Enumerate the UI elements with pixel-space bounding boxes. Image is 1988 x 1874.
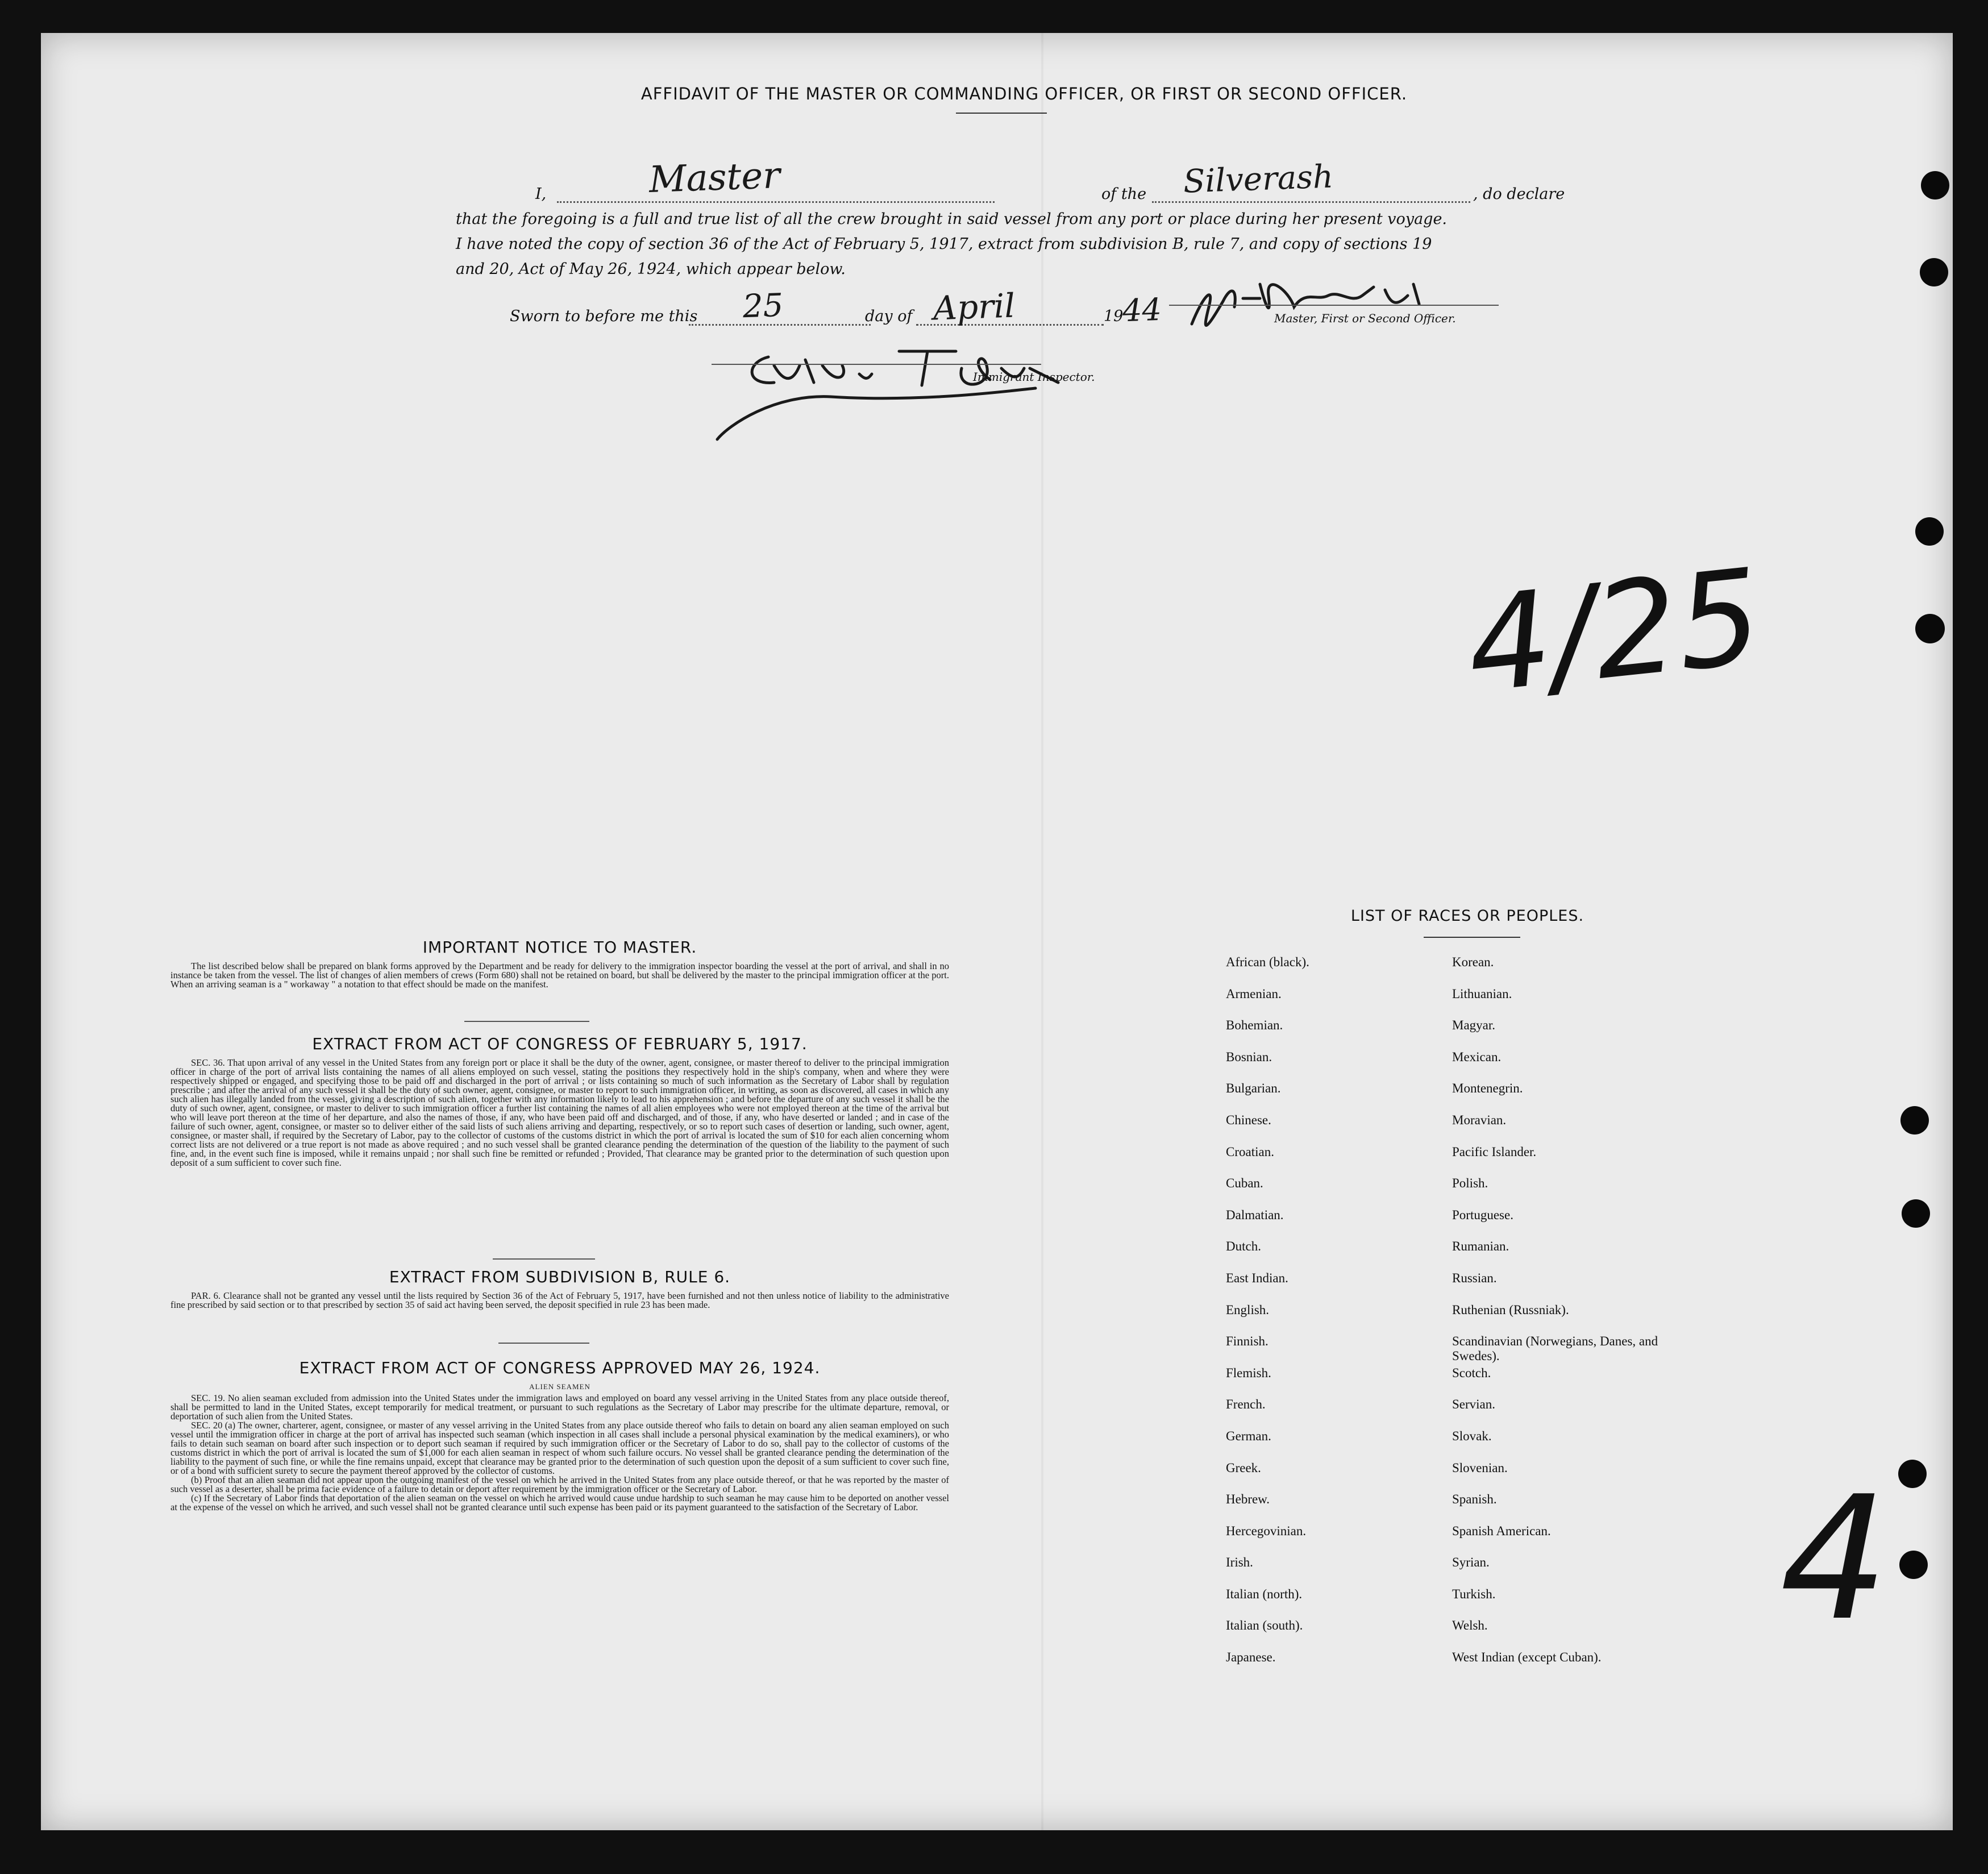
race-item: Slovak. [1452,1428,1492,1443]
extract3-paragraph-3: (b) Proof that an alien seaman did not appear upon the outgoing manifest of the vessel on which he arrived in the United States from any place outside thereof, or that he was reported by the master of such vessel as a deserter, shall be prima facie evidence of a failure to detain or deport after requirement by the immigration officer or the Secretary of Labor. [170,1474,949,1494]
race-item: Spanish. [1452,1492,1497,1507]
race-item: Scotch. [1452,1365,1491,1380]
date-annotation: 4/25 [1460,541,1769,723]
punch-hole [1902,1199,1930,1228]
race-item: Russian. [1452,1270,1497,1285]
race-item: East Indian. [1226,1270,1288,1285]
separator [464,1021,589,1022]
race-item: Rumanian. [1452,1239,1509,1254]
race-item: Montenegrin. [1452,1081,1523,1096]
master-signature-line [1169,305,1499,306]
master-signature-label: Master, First or Second Officer. [1274,311,1456,325]
races-heading-underline [1424,937,1520,938]
decl-do-declare: , do declare [1473,185,1565,203]
decl-of-the: of the [1101,185,1147,203]
document-page [41,33,1953,1830]
race-item: Polish. [1452,1176,1488,1191]
race-item: French. [1226,1397,1266,1412]
race-item: Dalmatian. [1226,1207,1284,1222]
race-item: Italian (north). [1226,1586,1303,1601]
inspector-signature-line [712,364,1041,365]
race-item: Ruthenian (Russniak). [1452,1302,1569,1317]
notice-paragraph: The list described below shall be prepared on blank forms approved by the Department and be ready for delivery to the immigration inspector boarding the vessel at the port of arrival, and shall in no instance be taken from the vessel. The list of changes of alien members of crews (Form 680) shall not be retained on board, but shall be delivered by the master to the principal immigration officer at the port. When an arriving seaman is a " workaway " a notation to that effect should be made on the manifest. [170,961,949,990]
title-underline [956,113,1047,114]
day-of-text: day of [865,308,913,325]
extract2-heading: EXTRACT FROM SUBDIVISION B, RULE 6. [389,1268,731,1286]
decl-line-2: that the foregoing is a full and true list of all the crew brought in said vessel from any port or place during her present voyage. [456,210,1448,228]
punch-hole [1898,1460,1927,1488]
race-item: African (black). [1226,955,1309,969]
punch-hole [1920,258,1948,286]
race-item: Bohemian. [1226,1018,1283,1033]
race-item: Japanese. [1226,1650,1276,1665]
race-item: Pacific Islander. [1452,1144,1537,1159]
race-item: West Indian (except Cuban). [1452,1650,1602,1665]
race-item: Chinese. [1226,1112,1271,1127]
punch-hole [1921,171,1949,200]
races-right-column [1452,955,1691,1682]
race-item: Dutch. [1226,1239,1261,1254]
extract3-paragraph-1: SEC. 19. No alien seaman excluded from admission into the United States under the immigration laws and employed on board any vessel arriving in the United States from any place outside thereof, shall be permitted to land in the United States, except temporarily for medical treatment, or pursuant to such regulations as the Secretary of Labor may prescribe for the ultimate departure, removal, or deportation of such alien from the United States. [170,1393,949,1422]
inspector-signature [694,334,1104,444]
race-item: English. [1226,1302,1270,1317]
affidavit-title: AFFIDAVIT OF THE MASTER OR COMMANDING OFFICER, OR FIRST OR SECOND OFFICER. [641,84,1408,103]
race-item: Greek. [1226,1460,1261,1475]
punch-hole [1915,517,1944,546]
extract2-paragraph: PAR. 6. Clearance shall not be granted any vessel until the lists required by Section 36 of the Act of February 5, 1917, have been furnished and not then unless notice of liability to the administrative fine prescribed by said section or to that prescribed by section 35 of said act having been served, the deposit specified in rule 23 has been made. [170,1290,949,1310]
race-item: Mexican. [1452,1049,1502,1064]
month-handwriting: April [932,286,1016,328]
race-item: Scandinavian (Norwegians, Danes, and Swedes). [1452,1334,1658,1364]
race-item: German. [1226,1428,1271,1443]
race-item: Magyar. [1452,1018,1496,1033]
day-handwriting: 25 [742,286,784,326]
extract1-text [170,1058,949,1167]
vessel-blank [1152,201,1470,203]
punch-hole [1899,1551,1928,1579]
races-heading: LIST OF RACES OR PEOPLES. [1350,907,1584,925]
decl-line-3: I have noted the copy of section 36 of the Act of February 5, 1917, extract from subdivision B, rule 7, and copy of sections 19 [456,235,1432,253]
race-item: Servian. [1452,1397,1496,1412]
extract3-paragraph-4: (c) If the Secretary of Labor finds that deportation of the alien seaman on the vessel on which he arrived would cause undue hardship to such seaman he may cause him to be deported on another vessel at the expense of the vessel on which he arrived, and such vessel shall not be granted clearance until such expense has been paid or its payment guaranteed to the satisfaction of the Secretary of Labor. [170,1493,949,1513]
decl-line-4: and 20, Act of May 26, 1924, which appear below. [456,260,846,278]
inspector-label: Immigrant Inspector. [973,370,1095,384]
page-number-annotation: 4 [1780,1460,1889,1658]
punch-hole [1915,614,1945,643]
name-blank [557,201,995,203]
race-item: Finnish. [1226,1334,1269,1349]
race-item: Flemish. [1226,1365,1271,1380]
race-item: Welsh. [1452,1618,1488,1633]
day-blank [689,324,871,326]
master-signature [1169,273,1510,343]
race-item: Bulgarian. [1226,1081,1281,1096]
race-item: Croatian. [1226,1144,1274,1159]
race-item: Syrian. [1452,1555,1490,1570]
race-item: Korean. [1452,955,1494,969]
race-item: Irish. [1226,1555,1253,1570]
extract3-heading: EXTRACT FROM ACT OF CONGRESS APPROVED MAY 26, 1924. [299,1358,821,1377]
race-item: Cuban. [1226,1176,1263,1191]
year-handwriting: 44 [1121,291,1162,329]
separator [493,1258,595,1260]
race-item: Hebrew. [1226,1492,1270,1507]
race-item: Portuguese. [1452,1207,1513,1222]
extract3-text [170,1394,949,1512]
race-item: Italian (south). [1226,1618,1303,1633]
notice-heading: IMPORTANT NOTICE TO MASTER. [422,938,697,957]
decl-i: I, [535,185,547,203]
vessel-handwriting: Silverash [1182,158,1334,201]
race-item: Moravian. [1452,1112,1507,1127]
extract3-subheading: ALIEN SEAMEN [529,1382,590,1391]
name-handwriting: Master [648,154,781,202]
race-item: Lithuanian. [1452,986,1512,1001]
punch-hole [1900,1106,1929,1135]
notice-text [170,962,949,989]
separator [498,1343,589,1344]
extract3-paragraph-2: SEC. 20 (a) The owner, charterer, agent, consignee, or master of any vessel arriving in the United States from any place outside thereof who fails to detain on board any alien seaman employed on such vessel until the immigration officer in charge at the port of arrival has inspected such seaman (which inspection in all cases shall include a personal physical examination by the medical examiners), or who fails to detain such seaman on board after such inspection or to deport such seaman if required by such immigration officer or the Secretary of Labor to do so, shall pay to the collector of customs of the customs district in which the port of arrival is located the sum of $1,000 for each alien seaman in respect of whom such failure occurs. No vessel shall be granted clearance pending the determination of the liability to the payment of such fine, or while the fine remains unpaid, except that clearance may be granted prior to the determination of such question upon the deposit of a sum sufficient to cover such fine, or of a bond with sufficient surety to secure the payment thereof approved by the collector of customs. [170,1420,949,1476]
extract2-text [170,1291,949,1310]
race-item: Spanish American. [1452,1523,1551,1538]
race-item: Bosnian. [1226,1049,1272,1064]
races-left-column [1226,955,1453,1682]
sworn-text: Sworn to before me this [510,308,698,325]
extract1-heading: EXTRACT FROM ACT OF CONGRESS OF FEBRUARY 5, 1917. [312,1034,808,1053]
race-item: Slovenian. [1452,1460,1508,1475]
race-item: Turkish. [1452,1586,1496,1601]
extract1-paragraph: SEC. 36. That upon arrival of any vessel in the United States from any foreign port or place it shall be the duty of the owner, agent, consignee, or master thereof to deliver to the principal immigration officer in charge of the port of arrival lists containing the names of all aliens employed on such vessel, stating the positions they respectively hold in the ship's company, when and where they were respectively shipped or engaged, and specifying those to be paid off and discharged in the port of arrival ; or lists containing so much of such information as the Secretary of Labor shall by regulation prescribe ; and after the arrival of any such vessel it shall be the duty of such owner, agent, consignee, or master to report to such immigration officer, in writing, as soon as discovered, all cases in which any such alien has illegally landed from the vessel, giving a description of such alien, together with any information likely to lead to his apprehension ; and before the departure of any such vessel it shall be the duty of such owner, agent, consignee, or master to deliver to such immigration officer a further list containing the names of all alien employees who were not employed thereon at the time of the arrival but who will leave port thereon at the time of her departure, and also the names of those, if any, who have been paid off and discharged, and of those, if any, who have deserted or landed ; and in case of the failure of such owner, agent, consignee, or master so to deliver either of the said lists of such aliens arriving and departing, respectively, or so to report such cases of desertion or landing, such owner, agent, consignee, or master shall, if required by the Secretary of Labor, pay to the collector of customs of the customs district in which the port of arrival is located the sum of $10 for each alien concerning whom correct lists are not delivered or a true report is not made as above required ; and no such vessel shall be granted clearance pending the determination of the question of the liability to the payment of such fine, and, in the event such fine is imposed, while it remains unpaid ; nor shall such fine be remitted or refunded ; Provided, That clearance may be granted prior to the determination of such question upon deposit of a sum sufficient to cover such fine. [170,1057,949,1168]
race-item: Armenian. [1226,986,1282,1001]
year-prefix: 19 [1104,308,1124,325]
race-item: Hercegovinian. [1226,1523,1307,1538]
